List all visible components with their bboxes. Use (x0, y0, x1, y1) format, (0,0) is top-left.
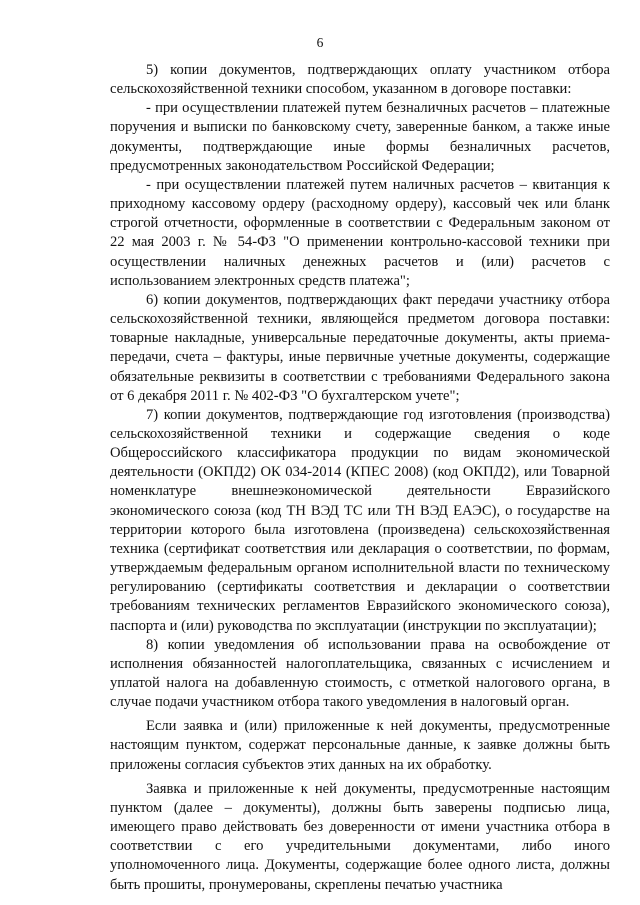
paragraph-personal-data: Если заявка и (или) приложенные к ней документы, предусмотренные настоящим пунктом, содержат персональные данные, к заявке должны быть приложены согласия субъектов этих данных на их обработку. (110, 718, 610, 773)
paragraph-item-5: 5) копии документов, подтверждающих оплату участником отбора сельскохозяйственной техники способом, указанном в договоре поставки: (110, 62, 610, 98)
page-number: 6 (316, 35, 324, 50)
paragraph-cash-payments: - при осуществлении платежей путем наличных расчетов – квитанция к приходному кассовому ордеру (расходному ордеру), кассовый чек или бланк строгой отчетности, оформленные в соответствии с Федеральным законом от 22 мая 2003 г. № 54-ФЗ "О применении контрольно-кассовой техники при осуществлении наличных денежных расчетов и (или) расчетов с использованием электронных средств платежа"; (110, 176, 610, 289)
paragraph-item-6: 6) копии документов, подтверждающих факт передачи участнику отбора сельскохозяйственной техники, являющейся предметом договора поставки: товарные накладные, универсальные передаточные документы, акты приема-передачи, счета – фактуры, иные первичные учетные документы, содержащие обязательные реквизиты в соответствии с требованиями Федерального закона от 6 декабря 2011 г. № 402-ФЗ "О бухгалтерском учете"; (110, 291, 610, 404)
document-body (110, 61, 610, 895)
paragraph-cashless-payments: - при осуществлении платежей путем безналичных расчетов – платежные поручения и выписки по банковскому счету, заверенные банком, а также иные документы, подтверждающие иные формы безналичных расчетов, предусмотренных законодательством Российской Федерации; (110, 100, 610, 174)
paragraph-item-7: 7) копии документов, подтверждающие год изготовления (производства) сельскохозяйственной техники и содержащие сведения о коде Общероссийского классификатора продукции по видам экономической деятельности (ОКПД2) ОК 034-2014 (КПЕС 2008) (код ОКПД2), или Товарной номенклатуре внешнеэкономической деятельности Евразийского экономического союза (код ТН ВЭД ТС или ТН ВЭД ЕАЭС), о государстве на территории которого была изготовлена (произведена) сельскохозяйственная техника (сертификат соответствия или декларация о соответствии, по формам, утверждаемым федеральным органом исполнительной власти по техническому регулированию (сертификаты соответствия и декларации о соответствии требованиям технических регламентов Евразийского экономического союза), паспорта и (или) руководства по эксплуатации (инструкции по эксплуатации); (110, 406, 610, 634)
paragraph-item-8: 8) копии уведомления об использовании права на освобождение от исполнения обязанностей налогоплательщика, связанных с исчислением и уплатой налога на добавленную стоимость, с отметкой налогового органа, в случае подачи участником отбора такого уведомления в налоговый орган. (110, 636, 610, 711)
paragraph-certification: Заявка и приложенные к ней документы, предусмотренные настоящим пунктом (далее – документы), должны быть заверены подписью лица, имеющего право действовать без доверенности от имени участника отбора в соответствии с его учредительными документами, либо иного уполномоченного лица. Документы, содержащие более одного листа, должны быть прошиты, пронумерованы, скреплены печатью участника (110, 780, 610, 893)
